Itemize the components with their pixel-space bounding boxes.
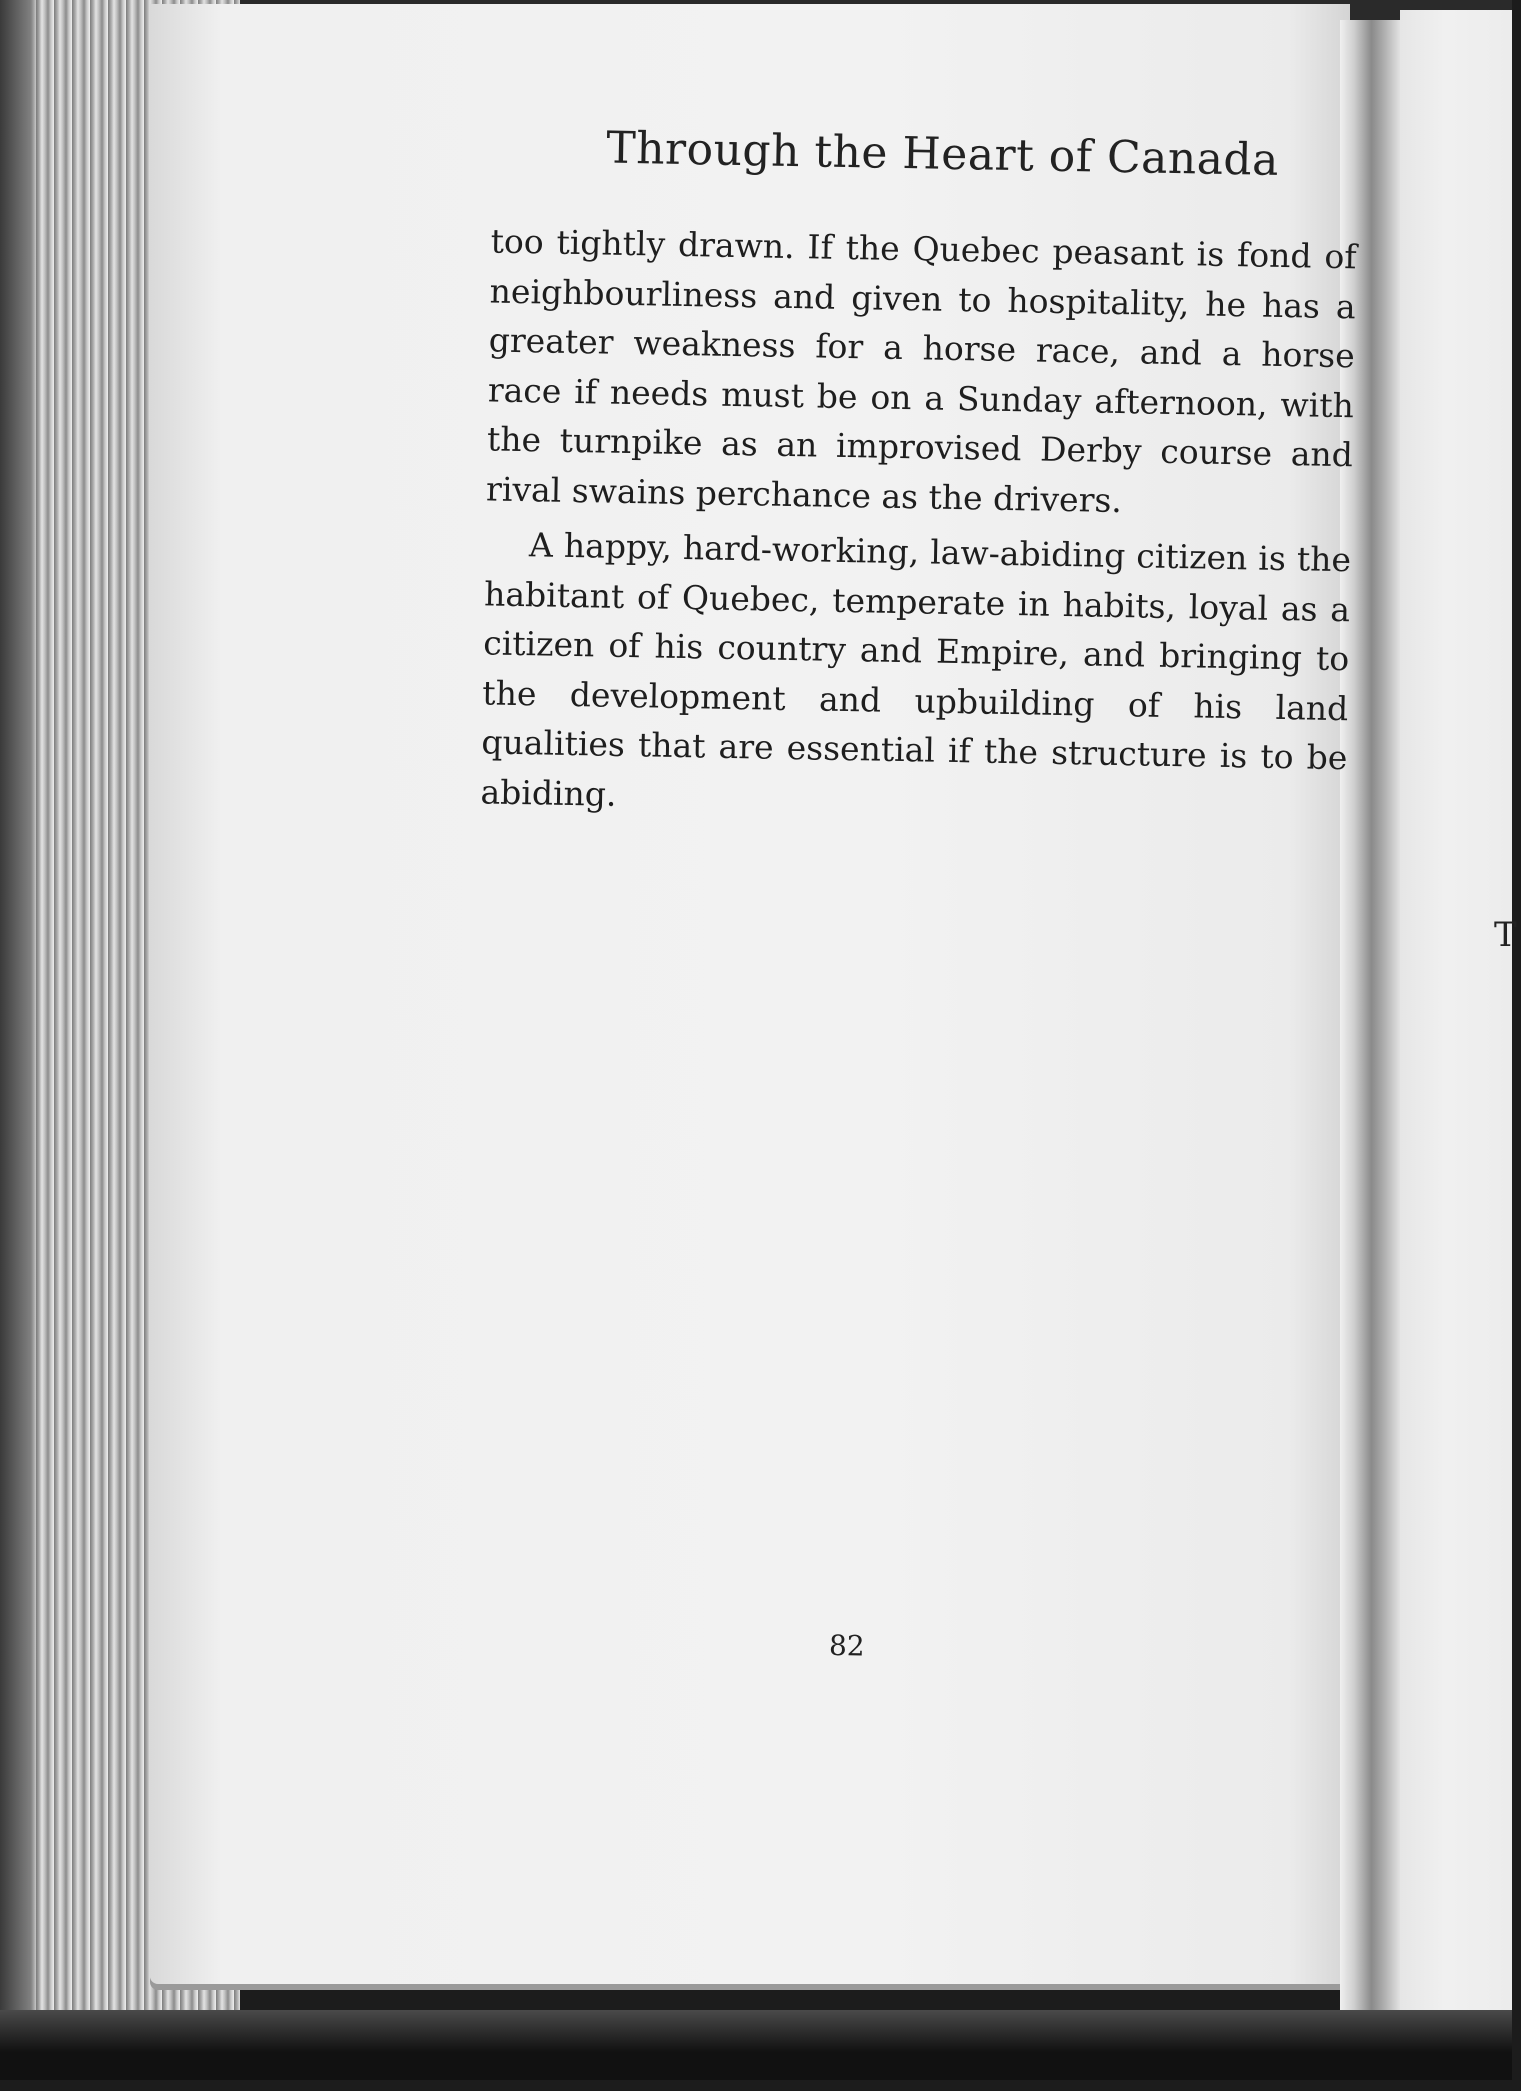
paragraph: too tightly drawn. If the Quebec peasant is fond of neighbourliness and given to hospitality, he has a greater weakness for a horse race, and a horse race if needs must be on a Sunday afternoon, with the turnpike as an improvised Derby course and rival swains perchance as the drivers. (485, 221, 1357, 520)
page-number: 82 (828, 1628, 865, 1663)
body-text (480, 216, 1357, 832)
facing-page-fragment: T (1494, 915, 1517, 955)
running-head: Through the Heart of Canada (605, 122, 1280, 186)
paragraph: A happy, hard-working, law-abiding citizen is the habitant of Quebec, temperate in habits, loyal as a citizen of his country and Empire, and bringing to the development and upbuilding of his land qualities that are essential if the structure is to be abiding. (480, 525, 1352, 814)
